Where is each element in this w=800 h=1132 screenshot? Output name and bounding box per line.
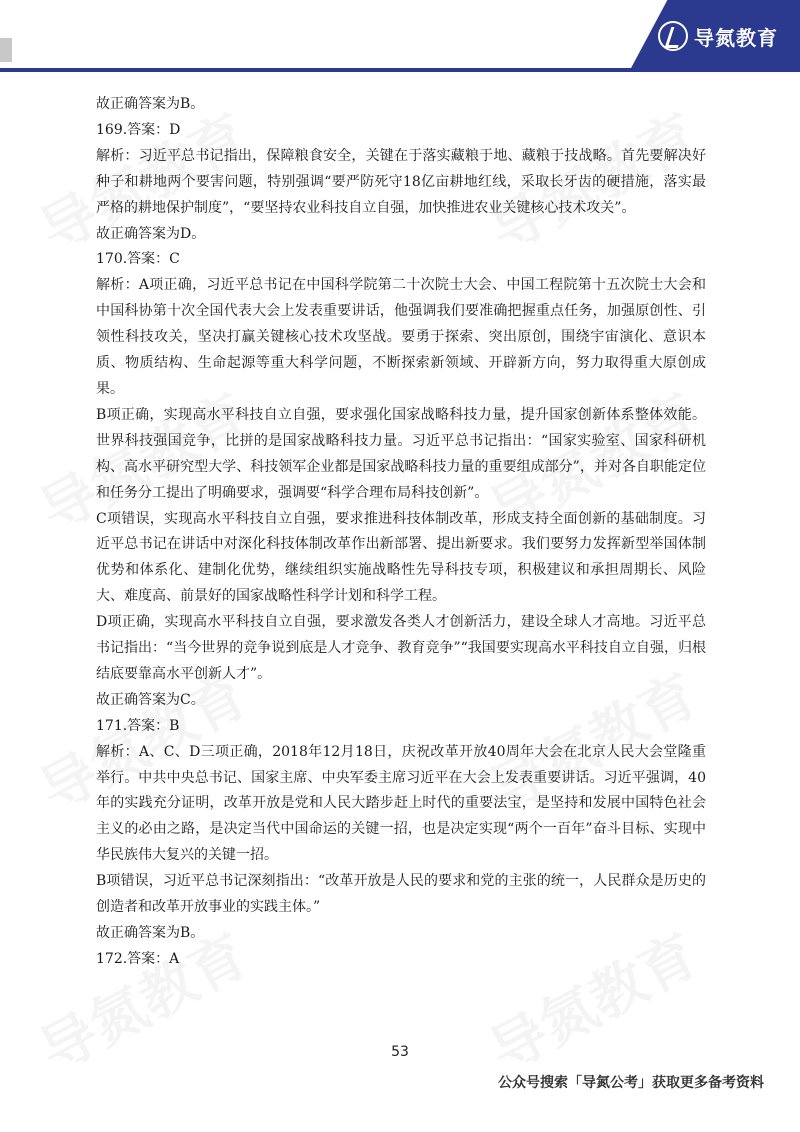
footer-promo: 公众号搜索「导氮公考」获取更多备考资料 [498,1075,764,1091]
brand-logo-icon [658,21,688,51]
answer-line: 171.答案：B [96,717,180,734]
brand-name: 导氮教育 [694,25,778,50]
paragraph: 解析：A项正确，习近平总书记在中国科学院第二十次院士大会、中国工程院第十五次院士大会和中国科协第十次全国代表大会上发表重要讲话，他强调我们要准确把握重点任务，加强原创性、引领性科技攻关，坚决打赢关键核心技术攻坚战。要勇于探索、突出原创，围绕宇宙演化、意识本质、物质结构、生命起源等重大科学问题，不断探索新领域、开辟新方向，努力取得重大原创成果。 [96,277,706,397]
paragraph: 解析：习近平总书记指出，保障粮食安全，关键在于落实藏粮于地、藏粮于技战略。首先要解决好种子和耕地两个要害问题，特别强调“要严防死守18亿亩耕地红线，采取长牙齿的硬措施，落实最严格的耕地保护制度”，“要坚持农业科技自立自强，加快推进农业关键核心技术攻关”。 [96,147,706,216]
paragraph: D项正确，实现高水平科技自立自强，要求激发各类人才创新活力，建设全球人才高地。习近平总书记指出：“当今世界的竞争说到底是人才竞争、教育竞争”“我国要实现高水平科技自立自强，归根结底要靠高水平创新人才”。 [96,614,706,682]
paragraph: 故正确答案为C。 [96,691,205,708]
paragraph: 故正确答案为D。 [96,225,206,242]
answer-line: 169.答案：D [96,121,181,138]
header-divider [0,68,800,72]
paragraph: 故正确答案为B。 [96,925,205,941]
answer-explanations [96,92,706,973]
paragraph: B项错误，习近平总书记深刻指出：“改革开放是人民的要求和党的主张的统一，人民群众是历史的创造者和改革开放事业的实践主体。” [96,873,706,916]
header-stub [0,38,12,62]
page-number: 53 [391,1044,409,1060]
paragraph: 故正确答案为B。 [96,96,205,112]
answer-line: 170.答案：C [96,251,180,268]
paragraph: 解析：A、C、D三项正确，2018年12月18日，庆祝改革开放40周年大会在北京人民大会堂隆重举行。中共中央总书记、国家主席、中央军委主席习近平在大会上发表重要讲话。习近平强调，40年的实践充分证明，改革开放是党和人民大踏步赶上时代的重要法宝，是坚持和发展中国特色社会主义的必由之路，是决定当代中国命运的关键一招，也是决定实现“两个一百年”奋斗目标、实现中华民族伟大复兴的关键一招。 [96,743,706,864]
paragraph: B项正确，实现高水平科技自立自强，要求强化国家战略科技力量，提升国家创新体系整体效能。世界科技强国竞争，比拼的是国家战略科技力量。习近平总书记指出：“国家实验室、国家科研机构、高水平研究型大学、科技领军企业都是国家战略科技力量的重要组成部分”，并对各自职能定位和任务分工提出了明确要求，强调要“科学合理布局科技创新”。 [96,406,706,501]
brand-logo [658,20,778,52]
answer-line: 172.答案：A [96,950,180,967]
paragraph: C项错误，实现高水平科技自立自强，要求推进科技体制改革，形成支持全面创新的基础制度。习近平总书记在讲话中对深化科技体制改革作出新部署、提出新要求。我们要努力发挥新型举国体制优势和体系化、建制化优势，继续组织实施战略性先导科技专项，积极建议和承担周期长、风险大、难度高、前景好的国家战略性科学计划和科学工程。 [96,510,706,605]
